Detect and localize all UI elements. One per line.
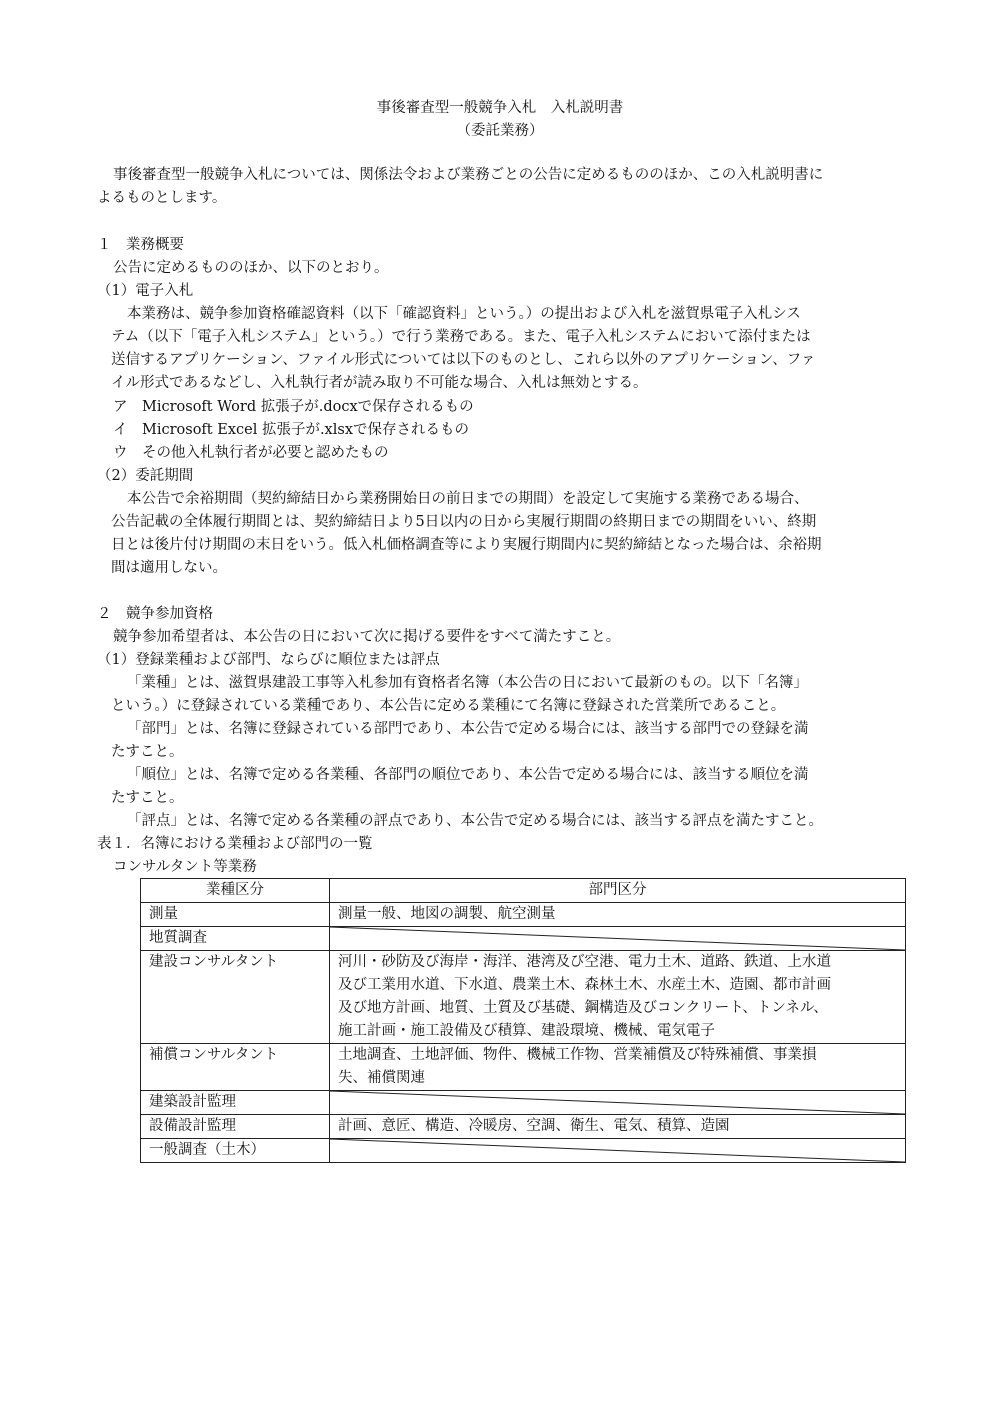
section2-heading: ２ 競争参加資格 [97, 606, 213, 622]
section1-sub1-line-3: 送信するアプリケーション、ファイル形式については以下のものとし、これら以外のアプリケーション、ファ [111, 352, 816, 368]
section1-sub2-heading: （2）委託期間 [97, 468, 194, 484]
table-row [141, 951, 906, 1044]
diagonal-slash [330, 927, 905, 950]
section2-sub1-line-5: 「順位」とは、名簿で定める各業種、各部門の順位であり、本公告で定める場合には、該当する順位を満 [127, 767, 809, 783]
section2-lead: 競争参加希望者は、本公告の日において次に掲げる要件をすべて満たすこと。 [113, 629, 621, 645]
document-subtitle: （委託業務） [456, 123, 544, 139]
table-header-row [141, 879, 906, 903]
header-department: 部門区分 [330, 879, 906, 903]
section1-lead: 公告に定めるもののほか、以下のとおり。 [113, 260, 389, 276]
section1-sub1-line-4: イル形式であるなどし、入札執行者が読み取り不可能な場合、入札は無効とする。 [111, 375, 648, 391]
section1-sub2-line-1: 本公告で余裕期間（契約締結日から業務開始日の前日までの期間）を設定して実施する業務である場合、 [127, 491, 809, 507]
industry-department-table [140, 878, 906, 1163]
section2-sub1-line-7: 「評点」とは、名簿で定める各業種の評点であり、本公告で定める場合には、該当する評点を満たすこと。 [127, 813, 823, 829]
section2-sub1-line-2: という。）に登録されている業種であり、本公告に定める業種にて名簿に登録された営業所であること。 [111, 698, 786, 714]
section1-sub2-line-2: 公告記載の全体履行期間とは、契約締結日より5日以内の日から実履行期間の終期日までの期間をいい、終期 [111, 514, 817, 530]
department-line: 及び工業用水道、下水道、農業土木、森林土木、水産土木、造園、都市計画 [338, 977, 831, 993]
department-cell-empty [330, 1091, 906, 1115]
section1-heading: １ 業務概要 [97, 237, 184, 253]
list-item-a: ア Microsoft Word 拡張子が.docxで保存されるもの [113, 399, 474, 415]
industry-cell: 地質調査 [141, 927, 330, 951]
industry-cell: 補償コンサルタント [141, 1044, 330, 1091]
department-line: 失、補償関連 [338, 1070, 425, 1086]
section1-sub2-line-4: 間は適用しない。 [111, 560, 227, 576]
department-cell [330, 1115, 906, 1139]
table-row [141, 1139, 906, 1163]
department-cell [330, 951, 906, 1044]
department-line: 土地調査、土地評価、物件、機械工作物、営業補償及び特殊補償、事業損 [338, 1047, 817, 1063]
table-category: コンサルタント等業務 [113, 859, 257, 875]
document-title: 事後審査型一般競争入札 入札説明書 [376, 100, 624, 116]
department-cell [330, 903, 906, 927]
department-cell-empty [330, 1139, 906, 1163]
table-row [141, 1115, 906, 1139]
industry-cell: 測量 [141, 903, 330, 927]
section1-sub2-line-3: 日とは後片付け期間の末日をいう。低入札価格調査等により実履行期間内に契約締結となった場合は、余裕期 [111, 537, 822, 553]
department-line: 施工計画・施工設備及び積算、建設環境、機械、電気電子 [338, 1023, 715, 1039]
section1-sub1-heading: （1）電子入札 [97, 283, 194, 299]
diagonal-slash [330, 1139, 905, 1162]
industry-cell: 建設コンサルタント [141, 951, 330, 1044]
table-body [141, 903, 906, 1163]
department-line: 及び地方計画、地質、土質及び基礎、鋼構造及びコンクリート、トンネル、 [338, 1000, 828, 1016]
table-row [141, 927, 906, 951]
table-caption: 表１．名簿における業種および部門の一覧 [97, 836, 373, 852]
list-item-u: ウ その他入札執行者が必要と認めたもの [113, 445, 389, 461]
header-industry: 業種区分 [141, 879, 330, 903]
diagonal-slash [330, 1091, 905, 1114]
section2-sub1-line-1: 「業種」とは、滋賀県建設工事等入札参加有資格者名簿（本公告の日において最新のもの。以下「名簿」 [127, 675, 808, 691]
section1-sub1-line-1: 本業務は、競争参加資格確認資料（以下「確認資料」という。）の提出および入札を滋賀県電子入札シス [127, 306, 801, 322]
table-row [141, 903, 906, 927]
section1-sub1-line-2: テム（以下「電子入札システム」という。）で行う業務である。また、電子入札システムにおいて添付または [111, 329, 811, 345]
table-row [141, 1044, 906, 1091]
section2-sub1-line-6: たすこと。 [111, 790, 184, 806]
section2-sub1-line-3: 「部門」とは、名簿に登録されている部門であり、本公告で定める場合には、該当する部門での登録を満 [127, 721, 809, 737]
department-line: 測量一般、地図の調製、航空測量 [338, 906, 556, 922]
list-item-i: イ Microsoft Excel 拡張子が.xlsxで保存されるもの [113, 422, 469, 438]
department-cell [330, 1044, 906, 1091]
industry-table-wrapper [140, 878, 906, 1163]
department-cell-empty [330, 927, 906, 951]
department-line: 河川・砂防及び海岸・海洋、港湾及び空港、電力土木、道路、鉄道、上水道 [338, 954, 831, 970]
intro-line-1: 事後審査型一般競争入札については、関係法令および業務ごとの公告に定めるもののほか、この入札説明書に [113, 167, 824, 183]
industry-cell: 一般調査（土木） [141, 1139, 330, 1163]
table-row [141, 1091, 906, 1115]
industry-cell: 建築設計監理 [141, 1091, 330, 1115]
section2-sub1-heading: （1）登録業種および部門、ならびに順位または評点 [97, 652, 440, 668]
section2-sub1-line-4: たすこと。 [111, 744, 184, 760]
department-line: 計画、意匠、構造、冷暖房、空調、衛生、電気、積算、造園 [338, 1118, 730, 1134]
industry-cell: 設備設計監理 [141, 1115, 330, 1139]
intro-line-2: よるものとします。 [97, 190, 227, 206]
